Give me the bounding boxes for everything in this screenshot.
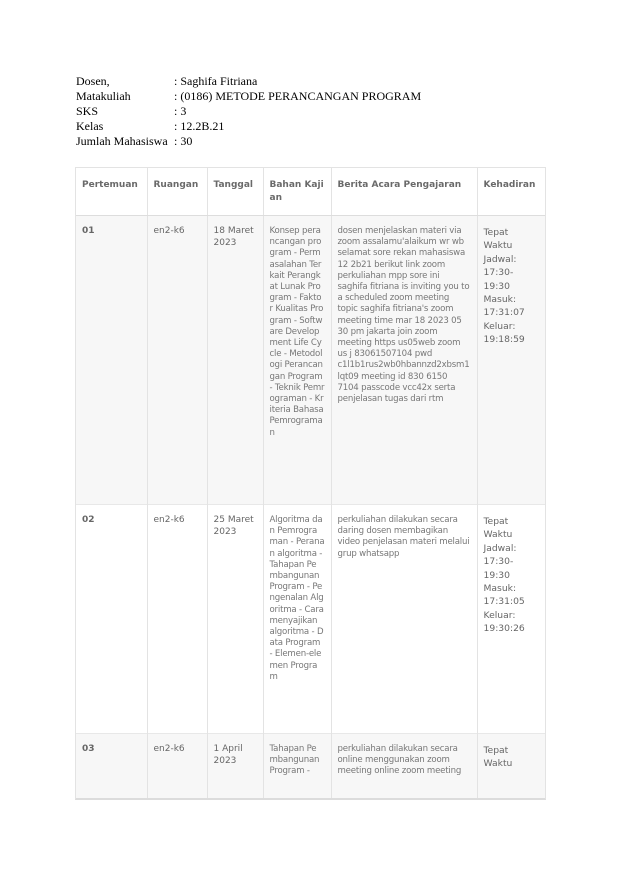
course-info [76,74,421,149]
header-ruangan: Ruangan [147,168,207,216]
cell-ruangan: en2-k6 [147,216,207,505]
cell-bahan-kajian: Algoritma dan Pemrograman - Peranan algoritma - Tahapan Pembangunan Program - Pengenalan Algoritma - Cara menyajikan algoritma - Data Program - Elemen-elemen Program [263,505,331,734]
table-row [76,216,545,505]
cell-kehadiran: Tepat Waktu Jadwal: 17:30-19:30 Masuk: 17:31:07 Keluar: 19:18:59 [477,216,545,505]
info-value: : (0186) METODE PERANCANGAN PROGRAM [174,89,422,103]
info-label: SKS [76,104,99,118]
header-tanggal: Tanggal [207,168,263,216]
cell-berita-acara: perkuliahan dilakukan secara daring dosen membagikan video penjelasan materi melalui grup whatsapp [331,505,477,734]
header-bahan-kajian: Bahan Kajian [263,168,331,216]
info-row-jumlah-mahasiswa [76,134,421,149]
info-value: : 12.2B.21 [174,119,225,133]
table-header-row [76,168,545,216]
table-row [76,505,545,734]
attendance-table-container [75,167,546,800]
cell-pertemuan: 01 [76,216,147,505]
cell-bahan-kajian: Konsep perancangan program - Permasalahan Terkait Perangkat Lunak Program - Faktor Kualitas Program - Software Development Life Cycle - Metodologi Perancangan Program - Teknik Pemrograman - Kriteria Bahasa Pemrograman [263,216,331,505]
info-label: Dosen, [76,74,110,88]
info-value: : 30 [174,134,193,148]
cell-ruangan: en2-k6 [147,734,207,801]
cell-pertemuan: 02 [76,505,147,734]
header-pertemuan: Pertemuan [76,168,147,216]
cell-ruangan: en2-k6 [147,505,207,734]
info-label: Matakuliah [76,89,131,103]
info-value: : Saghifa Fitriana [174,74,258,88]
cell-tanggal: 25 Maret 2023 [207,505,263,734]
header-berita-acara: Berita Acara Pengajaran [331,168,477,216]
info-label: Jumlah Mahasiswa [76,134,168,148]
cell-berita-acara: dosen menjelaskan materi via zoom assalamu'alaikum wr wb selamat sore rekan mahasiswa 12 2b21 berikut link zoom perkuliahan mpp sore ini saghifa fitriana is inviting you to a scheduled zoom meeting topic saghifa fitriana's zoom meeting time mar 18 2023 05 30 pm jakarta join zoom meeting https us05web zoom us j 83061507104 pwd c1l1b1rus2wb0hbannzd2xbsm1lqt09 meeting id 830 6150 7104 passcode vcc42x serta penjelasan tugas dari rtm [331,216,477,505]
info-row-dosen [76,74,421,89]
cell-pertemuan: 03 [76,734,147,801]
cell-tanggal: 1 April 2023 [207,734,263,801]
info-value: : 3 [174,104,187,118]
cell-bahan-kajian: Tahapan Pembangunan Program - [263,734,331,801]
cell-tanggal: 18 Maret 2023 [207,216,263,505]
cell-berita-acara: perkuliahan dilakukan secara online menggunakan zoom meeting online zoom meeting [331,734,477,801]
table-row [76,734,545,801]
info-row-kelas [76,119,421,134]
cell-kehadiran: Tepat Waktu Jadwal: 17:30-19:30 Masuk: 17:31:05 Keluar: 19:30:26 [477,505,545,734]
cell-kehadiran: Tepat Waktu [477,734,545,801]
header-kehadiran: Kehadiran [477,168,545,216]
info-row-matakuliah [76,89,421,104]
info-label: Kelas [76,119,104,133]
attendance-table [76,168,545,800]
info-row-sks [76,104,421,119]
